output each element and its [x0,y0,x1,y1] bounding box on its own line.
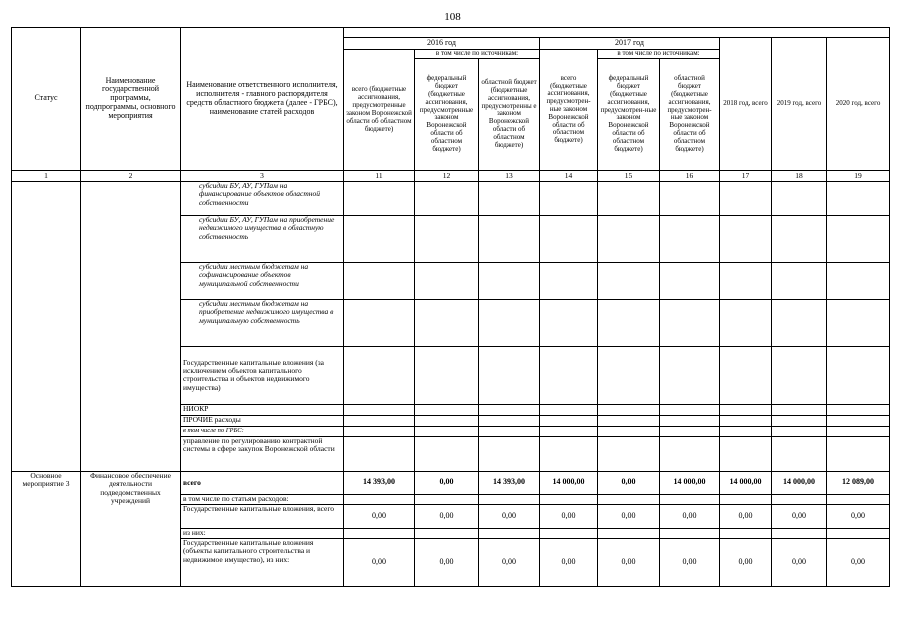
value-cell: 12 089,00 [827,471,890,494]
program-cell-empty [81,181,181,471]
value-cell: 0,00 [772,504,827,528]
value-cell: 0,00 [479,504,540,528]
row-label: Государственные капитальные вложения, всего [181,504,344,528]
column-numbers-row [12,170,890,181]
header-2018: 2018 год, всего [720,38,772,171]
header-federal-2016: федеральный бюджет (бюджетные ассигнования, предусмотренные законом Воронежской области об областном бюджете) [415,58,479,170]
value-cell: 14 000,00 [660,471,720,494]
row-label: всего [181,471,344,494]
table-row [12,181,890,215]
value-cell: 14 393,00 [344,471,415,494]
status-cell-empty [12,181,81,471]
value-cell: 0,00 [772,538,827,586]
value-cell: 0,00 [660,504,720,528]
col-number: 12 [415,170,479,181]
row-label: управление по регулированию контрактной системы в сфере закупок Воронежской области [181,436,344,471]
value-cell: 0,00 [720,504,772,528]
value-cell: 0,00 [827,504,890,528]
col-number: 14 [540,170,598,181]
header-status: Статус [12,28,81,171]
col-number: 18 [772,170,827,181]
budget-table [11,27,890,587]
header-total-2017: всего (бюджетные ассигнования, предусмотрен-ные законом Воронежской области об областном бюджете) [540,50,598,171]
header-regional-2017: областной бюджет (бюджетные ассигнования, предусмотрен-ные законом Воронежской области об областном бюджете) [660,58,720,170]
row-label: Государственные капитальные вложения (объекты капитального строительства и недвижимое имущество), из них: [181,538,344,586]
value-cell: 0,00 [598,471,660,494]
col-number: 16 [660,170,720,181]
header-responsible: Наименование ответственного исполнителя, исполнителя - главного распорядителя средств областного бюджета (далее - ГРБС), наименование статей расходов [181,28,344,171]
col-number: 2 [81,170,181,181]
main-event-name: Финансовое обеспечение деятельности подведомственных учреждений [81,471,181,586]
value-cell: 0,00 [344,504,415,528]
col-number: 17 [720,170,772,181]
value-cell: 0,00 [598,538,660,586]
value-cell: 0,00 [540,538,598,586]
header-sources-2016: в том числе по источникам: [415,50,540,59]
value-cell: 14 000,00 [720,471,772,494]
header-top-band [344,28,890,38]
row-label: в том числе по ГРБС: [181,426,344,436]
value-cell: 0,00 [415,471,479,494]
value-cell: 0,00 [827,538,890,586]
row-label: субсидии БУ, АУ, ГУПам на приобретение недвижимого имущества в областную собственность [181,215,344,262]
header-federal-2017: федеральный бюджет (бюджетные ассигнования, предусмотрен-ные законом Воронежской области об областном бюджете) [598,58,660,170]
header-total-2016: всего (бюджетные ассигнования, предусмотренные законом Воронежской области об областном бюджете) [344,50,415,171]
row-label: в том числе по статьям расходов: [181,494,344,504]
header-year-2016: 2016 год [344,38,540,50]
header-program: Наименование государственной программы, подпрограммы, основного мероприятия [81,28,181,171]
col-number: 11 [344,170,415,181]
row-label: субсидии местным бюджетам на софинансирование объектов муниципальной собственности [181,262,344,299]
row-label: субсидии местным бюджетам на приобретение недвижимого имущества в муниципальную собственность [181,299,344,346]
header-2020: 2020 год, всего [827,38,890,171]
row-label: ПРОЧИЕ расходы [181,415,344,426]
value-cell: 0,00 [344,538,415,586]
value-cell: 0,00 [720,538,772,586]
header-regional-2016: областной бюджет (бюджетные ассигнования, предусмотренны е законом Воронежской области об областном бюджете) [479,58,540,170]
col-number: 19 [827,170,890,181]
col-number: 15 [598,170,660,181]
value-cell: 14 000,00 [540,471,598,494]
col-number: 1 [12,170,81,181]
value-cell: 0,00 [479,538,540,586]
value-cell: 0,00 [415,538,479,586]
value-cell: 0,00 [598,504,660,528]
row-label: субсидии БУ, АУ, ГУПам на финансирование объектов областной собственности [181,181,344,215]
col-number: 13 [479,170,540,181]
value-cell: 0,00 [540,504,598,528]
value-cell: 14 393,00 [479,471,540,494]
page-number: 108 [444,11,461,23]
main-event-status: Основное мероприятие 3 [12,471,81,586]
header-year-2017: 2017 год [540,38,720,50]
table-row-total [12,471,890,494]
value-cell: 0,00 [660,538,720,586]
value-cell: 0,00 [415,504,479,528]
header-2019: 2019 год, всего [772,38,827,171]
row-label: НИОКР [181,404,344,415]
row-label: из них: [181,528,344,538]
row-label: Государственные капитальные вложения (за исключением объектов капитального строительства и объектов недвижимого имущества) [181,346,344,404]
header-sources-2017: в том числе по источникам: [598,50,720,59]
value-cell: 14 000,00 [772,471,827,494]
col-number: 3 [181,170,344,181]
